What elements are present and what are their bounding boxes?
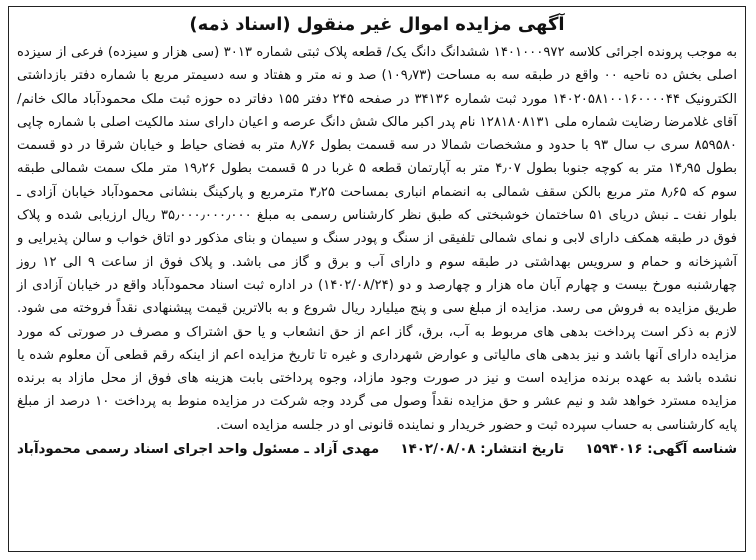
notice-footer bbox=[17, 439, 737, 461]
auction-notice bbox=[8, 6, 746, 552]
signature: مهدی آزاد ـ مسئول واحد اجرای اسناد رسمی محمودآباد bbox=[17, 442, 380, 458]
publish-date: تاریخ انتشار: ۱۴۰۲/۰۸/۰۸ bbox=[400, 442, 565, 458]
notice-body: به موجب پرونده اجرائی کلاسه ۱۴۰۱۰۰۰۹۷۲ ششدانگ دانگ یک/ قطعه پلاک ثبتی شماره ۳۰۱۳ (سی هزار و سیزده) فرعی از سیزده اصلی بخش ده ناحیه ۰۰ واقع در طبقه سه به مساحت (۱۰۹٫۷۳) صد و نه متر و هفتاد و سه دسیمتر مربع با شماره دفتر بازداشتی الکترونیک ۱۴۰۲۰۵۸۱۰۰۱۶۰۰۰۰۴۴ مورد ثبت شماره ۳۴۱۳۶ در صفحه ۲۴۵ دفتر ۱۵۵ دفاتر ده حوزه ثبت ملک محمودآباد مالک خانم/ آقای غلامرضا رضایت شماره ملی ۱۲۸۱۸۰۸۱۳۱ نام پدر اکبر مالک شش دانگ عرصه و اعیان دارای سند مالکیت اصلی با شماره چاپی ۸۵۹۵۸۰ سری ب سال ۹۳ با حدود و مشخصات شمالا در سه قسمت بطول ۸٫۷۶ متر به فضای حیاط و خیابان شرقا در دو قسمت بطول ۱۴٫۹۵ متر به کوچه جنوبا بطول ۴٫۰۷ متر به آپارتمان قطعه ۵ غربا در ۵ قسمت بطول ۱۹٫۲۶ متر ملک سمت شمالی طبقه سوم که ۸٫۶۵ متر مربع بالکن سقف شمالی به انضمام انباری بمساحت ۳٫۲۵ مترمربع و پارکینگ بنشانی محمودآباد خیابان آزادی ـ بلوار نفت ـ نبش دریای ۵۱ ساختمان خوشبختی که طبق نظر کارشناس رسمی به مبلغ ۳۵٫۰۰۰٫۰۰۰٫۰۰۰ ریال ارزیابی شده و پلاک فوق در طبقه همکف دارای لابی و نمای شمالی تلفیقی از سنگ و پودر سنگ و سیمان و بنای مذکور دو اتاق خواب و سالن پذیرایی و آشپزخانه و حمام و سرویس بهداشتی در طبقه سوم و دارای آب و برق و گاز می باشد. و پلاک فوق از ساعت ۹ الی ۱۲ روز چهارشنبه مورخ بیست و چهارم آبان ماه هزار و چهارصد و دو (۱۴۰۲/۰۸/۲۴) در اداره ثبت اسناد محمودآباد واقع در خیابان آزادی از طریق مزایده به فروش می رسد. مزایده از مبلغ سی و پنج میلیارد ریال شروع و به بالاترین قیمت پیشنهادی نقداً فروخته می شود. لازم به ذکر است پرداخت بدهی های مربوط به آب، برق، گاز اعم از حق انشعاب و یا حق اشتراک و مصرف در صورتی که مورد مزایده دارای آنها باشد و نیز بدهی های مالیاتی و عوارض شهرداری و غیره تا تاریخ مزایده اعم از اینکه رقم قطعی آن معلوم شده یا نشده باشد به عهده برنده مزایده است و نیز در صورت وجود مازاد، وجوه پرداختی بابت هزینه های فوق از محل مازاد به برنده مزایده مسترد خواهد شد و نیم عشر و حق مزایده نقداً وصول می گردد وجه شرکت در مزایده منوط به پرداخت ۱۰ درصد از مبلغ پایه کارشناسی به حساب سپرده ثبت و حضور خریدار و نماینده قانونی او در جلسه مزایده است. bbox=[17, 45, 738, 433]
notice-title: آگهی مزایده اموال غیر منقول (اسناد ذمه) bbox=[189, 14, 565, 35]
ad-id: شناسه آگهی: ۱۵۹۴۰۱۶ bbox=[585, 442, 737, 458]
